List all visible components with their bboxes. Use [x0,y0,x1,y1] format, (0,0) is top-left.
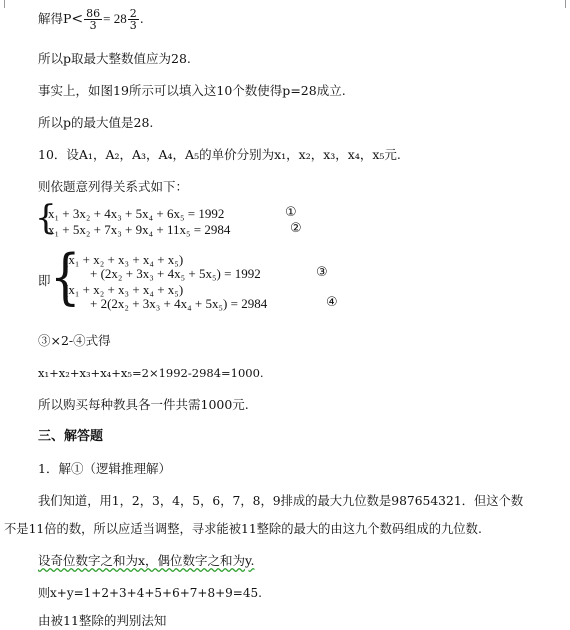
text: 事实上，如图19所示可以填入这10个数使得p=28成立. [38,83,346,98]
page-corner-mark [4,0,5,8]
period: . [139,11,144,26]
line-sum-result: x₁+x₂+x₃+x₄+x₅=2×1992-2984=1000. [38,366,264,380]
line-problem-10: 10．设A₁，A₂，A₃，A₄，A₅的单价分别为x₁，x₂，x₃，x₄，x₅元. [38,147,401,162]
line-solution-1: 1．解①（逻辑推理解） [38,461,171,476]
text: 解得P [38,11,72,26]
equation-2: x₁ + 5x₂ + 7x₃ + 9x₄ + 11x₅ = 2984 [48,222,231,237]
equation-mark-2: ② [290,221,302,236]
page-corner-mark [565,0,566,8]
left-brace: { [35,198,57,238]
less-than-sign: < [71,11,84,27]
numerator: 2 [129,7,137,20]
equation-4-part-1: (x₁ + x₂ + x₃ + x₄ + x₅) [64,282,184,297]
fraction [128,8,139,31]
numerator: 86 [86,7,101,20]
section-heading: 三、解答题 [38,429,104,444]
line-divisibility: 由被11整除的判别法知 [38,613,167,628]
equation-3-part-1: (x₁ + x₂ + x₃ + x₄ + x₅) [64,252,184,267]
line-odd-even [38,553,254,569]
equation-mark-3: ③ [316,265,328,280]
line-sum-digits: 则x+y=1+2+3+4+5+6+7+8+9=45. [38,586,262,600]
equals-value: = 28 [103,11,127,26]
denominator: 3 [89,19,97,32]
left-brace: { [50,242,81,312]
line-combine: ③×2-④式得 [38,333,111,348]
equation-3-part-2: + (2x₂ + 3x₃ + 4x₅ + 5x₅) = 1992 [90,266,261,281]
paragraph-line-2: 不是11倍的数，所以应适当调整，寻求能被11整除的最大的由这九个数码组成的九位数. [4,522,482,536]
equation-mark-1: ① [285,205,297,220]
denominator: 3 [129,19,137,32]
line-total-cost: 所以购买每种教具各一件共需1000元. [38,397,249,412]
line-solve-p [38,8,144,30]
equation-4-part-2: + 2(2x₂ + 3x₃ + 4x₄ + 5x₅) = 2984 [90,296,268,311]
fraction [84,8,102,31]
ji-label: 即 [38,273,51,288]
equation-1: x₁ + 3x₂ + 4x₃ + 5x₄ + 6x₅ = 1992 [48,206,225,221]
line-relations: 则依题意列得关系式如下： [38,179,189,194]
line-fact [38,83,346,99]
text: 设奇位数字之和为x，偶位数字之和为y. [38,553,255,568]
line-max-value: 所以p的最大值是28. [38,115,154,130]
paragraph-line-1: 我们知道，用1，2，3，4，5，6，7，8，9排成的最大九位数是987654321．但这个数 [38,494,524,508]
equation-mark-4: ④ [326,295,338,310]
line-max-integer: 所以p取最大整数值应为28. [38,51,191,66]
